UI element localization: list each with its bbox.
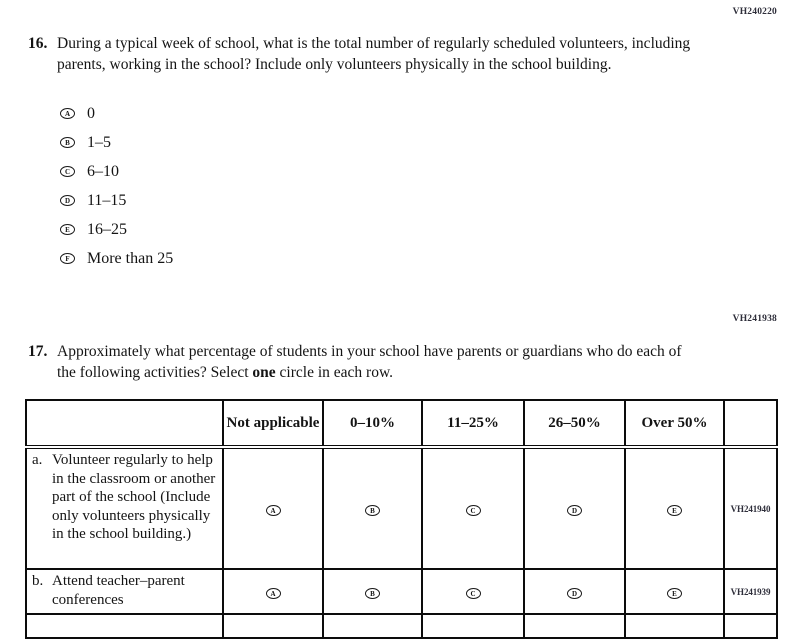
q17-response-table xyxy=(25,399,778,639)
question-16-text: During a typical week of school, what is the total number of regularly scheduled volunteers, including parents, working in the school? Include only volunteers physically in the school building. xyxy=(57,35,691,73)
option-row-a xyxy=(60,99,173,128)
row-a-label xyxy=(26,447,223,569)
option-label-e: 16–25 xyxy=(87,220,127,238)
row-a-bubble-e[interactable]: E xyxy=(667,505,682,516)
row-a-bubble-d[interactable]: D xyxy=(567,505,582,516)
row-a-bubble-c[interactable]: C xyxy=(466,505,481,516)
row-b-text: Attend teacher–parent conferences xyxy=(52,573,185,608)
row-b-code: VH241939 xyxy=(724,569,777,614)
question-17-emphasis: one xyxy=(252,364,276,381)
row-a-bubble-b[interactable]: B xyxy=(365,505,380,516)
column-header-11-25: 11–25% xyxy=(422,400,524,447)
row-a-text: Volunteer regularly to help in the classroom or another part of the school (Include only volunteers physically in the school building.) xyxy=(52,452,216,542)
row-b-bubble-a[interactable]: A xyxy=(266,588,281,599)
question-16-options xyxy=(60,99,173,273)
answer-bubble-d[interactable]: D xyxy=(60,195,75,206)
question-17-text: Approximately what percentage of students in your school have parents or guardians who do each of the following activities? Select one circle in each row. xyxy=(57,343,682,381)
question-16-number: 16. xyxy=(28,35,48,52)
question-17 xyxy=(28,341,700,383)
column-header-over-50: Over 50% xyxy=(625,400,724,447)
row-b-letter: b. xyxy=(32,573,44,589)
option-label-f: More than 25 xyxy=(87,249,174,267)
row-a-cell-over-50 xyxy=(625,447,724,569)
row-a-cell-not-applicable xyxy=(223,447,323,569)
code-column-header xyxy=(724,400,777,447)
row-b-label xyxy=(26,569,223,614)
table-row-a xyxy=(26,447,777,569)
option-row-f xyxy=(60,244,173,273)
row-b-bubble-d[interactable]: D xyxy=(567,588,582,599)
row-b-cell-11-25 xyxy=(422,569,524,614)
option-row-b xyxy=(60,128,173,157)
row-a-cell-26-50 xyxy=(524,447,625,569)
answer-bubble-e[interactable]: E xyxy=(60,224,75,235)
accession-code-q17: VH241938 xyxy=(732,314,777,324)
stub-header-cell xyxy=(26,400,223,447)
accession-code-q16: VH240220 xyxy=(732,7,777,17)
option-label-c: 6–10 xyxy=(87,162,119,180)
row-a-cell-11-25 xyxy=(422,447,524,569)
row-b-cell-0-10 xyxy=(323,569,422,614)
option-row-e xyxy=(60,215,173,244)
table-row-b xyxy=(26,569,777,614)
table-header-row xyxy=(26,400,777,447)
column-header-not-applicable: Not applicable xyxy=(223,400,323,447)
row-b-bubble-c[interactable]: C xyxy=(466,588,481,599)
row-a-code: VH241940 xyxy=(724,447,777,569)
row-b-bubble-b[interactable]: B xyxy=(365,588,380,599)
option-label-a: 0 xyxy=(87,104,95,122)
row-b-cell-not-applicable xyxy=(223,569,323,614)
question-17-number: 17. xyxy=(28,343,48,360)
answer-bubble-a[interactable]: A xyxy=(60,108,75,119)
row-b-cell-over-50 xyxy=(625,569,724,614)
option-row-c xyxy=(60,157,173,186)
column-header-26-50: 26–50% xyxy=(524,400,625,447)
row-b-cell-26-50 xyxy=(524,569,625,614)
question-16 xyxy=(28,33,693,75)
answer-bubble-f[interactable]: F xyxy=(60,253,75,264)
option-label-d: 11–15 xyxy=(87,191,127,209)
column-header-0-10: 0–10% xyxy=(323,400,422,447)
row-b-bubble-e[interactable]: E xyxy=(667,588,682,599)
row-a-letter: a. xyxy=(32,452,43,468)
row-a-cell-0-10 xyxy=(323,447,422,569)
row-a-bubble-a[interactable]: A xyxy=(266,505,281,516)
cutoff-cell xyxy=(26,614,223,638)
table-row-cutoff xyxy=(26,614,777,638)
answer-bubble-b[interactable]: B xyxy=(60,137,75,148)
option-row-d xyxy=(60,186,173,215)
option-label-b: 1–5 xyxy=(87,133,111,151)
answer-bubble-c[interactable]: C xyxy=(60,166,75,177)
